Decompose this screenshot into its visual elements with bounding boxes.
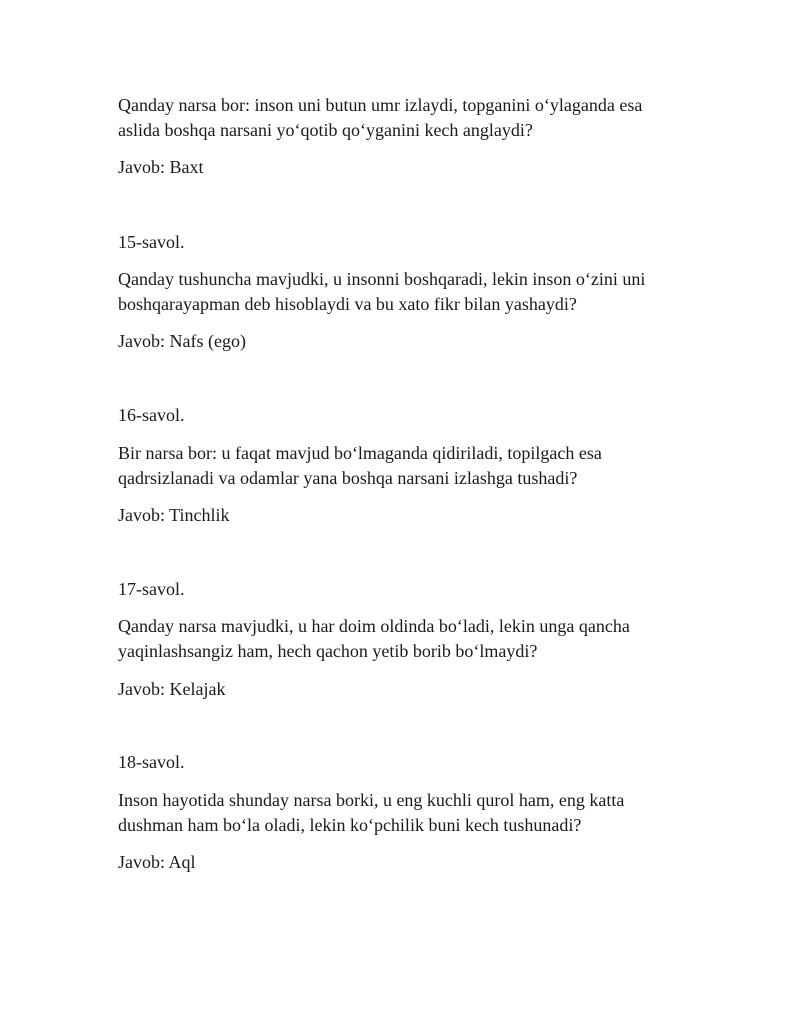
answer-text: Javob: Tinchlik xyxy=(118,505,230,525)
question-heading: 18-savol. xyxy=(118,752,185,772)
answer-text: Javob: Nafs (ego) xyxy=(118,331,246,351)
answer-text: Javob: Aql xyxy=(118,852,196,872)
question-text-line: dushman ham bo‘la oladi, lekin ko‘pchilik buni kech tushunadi? xyxy=(118,815,582,835)
question-text-line: Qanday narsa mavjudki, u har doim oldinda bo‘ladi, lekin unga qancha xyxy=(118,616,630,636)
question-heading: 15-savol. xyxy=(118,232,185,252)
question-heading: 16-savol. xyxy=(118,405,185,425)
question-text-line: boshqarayapman deb hisoblaydi va bu xato fikr bilan yashaydi? xyxy=(118,294,577,314)
question-text-line: aslida boshqa narsani yo‘qotib qo‘yganini kech anglaydi? xyxy=(118,120,533,140)
question-text-line: qadrsizlanadi va odamlar yana boshqa narsani izlashga tushadi? xyxy=(118,468,578,488)
question-text-line: Qanday tushuncha mavjudki, u insonni boshqaradi, lekin inson o‘zini uni xyxy=(118,269,646,289)
question-text-line: Qanday narsa bor: inson uni butun umr izlaydi, topganini o‘ylaganda esa xyxy=(118,95,643,115)
answer-text: Javob: Baxt xyxy=(118,157,204,177)
question-text-line: Bir narsa bor: u faqat mavjud bo‘lmaganda qidiriladi, topilgach esa xyxy=(118,443,602,463)
question-text-line: yaqinlashsangiz ham, hech qachon yetib borib bo‘lmaydi? xyxy=(118,641,538,661)
answer-text: Javob: Kelajak xyxy=(118,679,226,699)
question-text-line: Inson hayotida shunday narsa borki, u eng kuchli qurol ham, eng katta xyxy=(118,790,625,810)
question-heading: 17-savol. xyxy=(118,579,185,599)
